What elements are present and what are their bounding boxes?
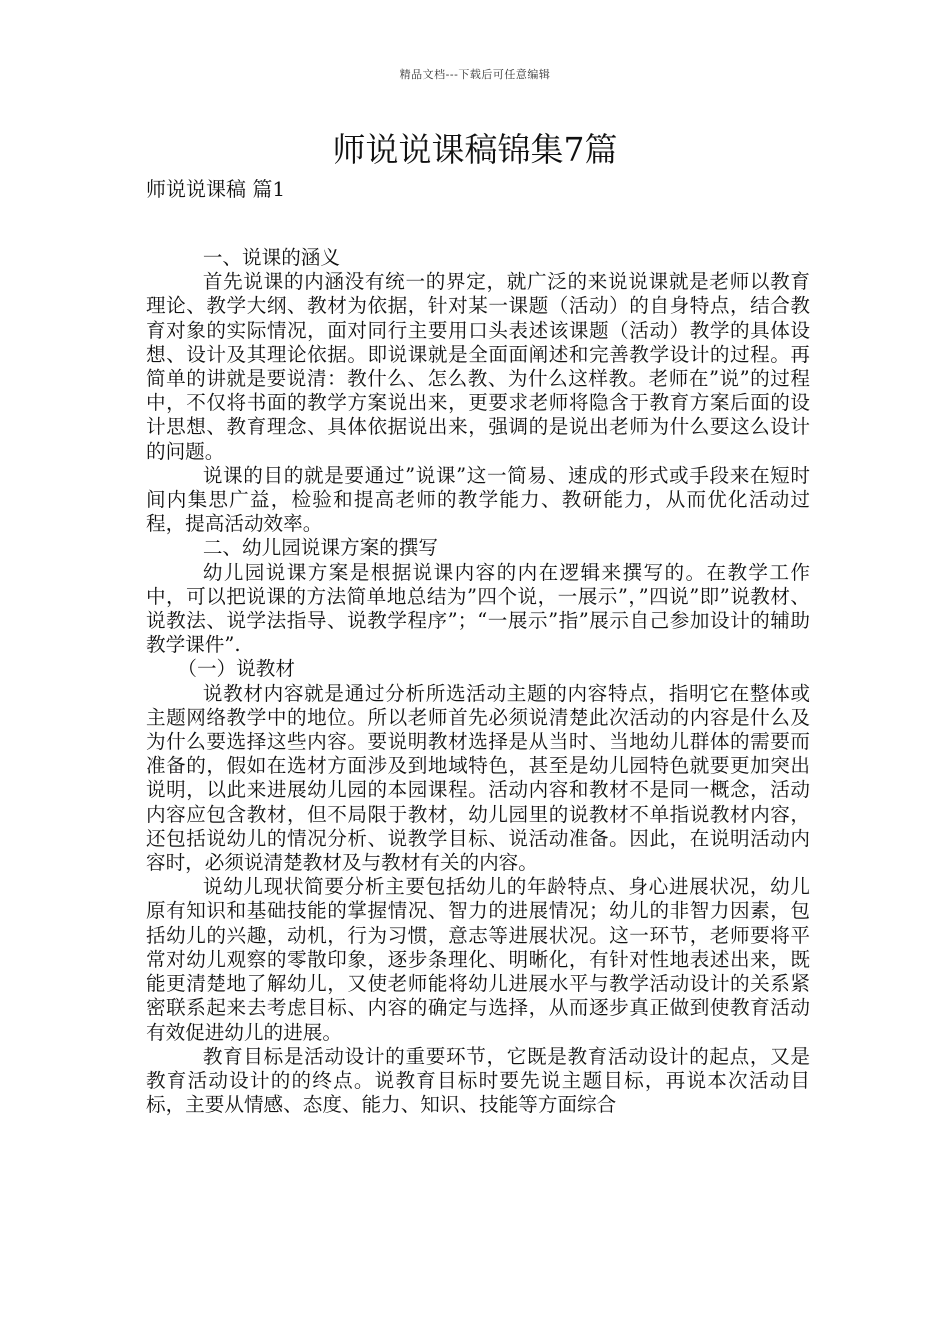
paragraph: 说课的目的就是要通过”说课”这一简易、速成的形式或手段来在短时间内集思广益，检验和提高老师的教学能力、教研能力，从而优化活动过程，提高活动效率。 bbox=[146, 463, 810, 536]
section-heading-2: 二、幼儿园说课方案的撰写 bbox=[202, 536, 438, 560]
paragraph: 说教材内容就是通过分析所选活动主题的内容特点，指明它在整体或主题网络教学中的地位。所以老师首先必须说清楚此次活动的内容是什么及为什么要选择这些内容。要说明教材选择是从当时、当地幼儿群体的需要而准备的，假如在选材方面涉及到地域特色，甚至是幼儿园特色就要更加突出说明，以此来进展幼儿园的本园课程。活动内容和教材不是同一概念，活动内容应包含教材，但不局限于教材，幼儿园里的说教材不单指说教材内容，还包括说幼儿的情况分析、说教学目标、说活动准备。因此，在说明活动内容时，必须说清楚教材及与教材有关的内容。 bbox=[146, 681, 810, 875]
paragraph: 说幼儿现状简要分析主要包括幼儿的年龄特点、身心进展状况，幼儿原有知识和基础技能的掌握情况、智力的进展情况；幼儿的非智力因素，包括幼儿的兴趣，动机，行为习惯，意志等进展状况。这一环节，老师要将平常对幼儿观察的零散印象，逐步条理化、明晰化，有针对性地表述出来，既能更清楚地了解幼儿，又使老师能将幼儿进展水平与教学活动设计的关系紧密联系起来去考虑目标、内容的确定与选择，从而逐步真正做到使教育活动有效促进幼儿的进展。 bbox=[146, 875, 810, 1044]
subsection-heading: （一）说教材 bbox=[177, 657, 295, 681]
paragraph: 幼儿园说课方案是根据说课内容的内在逻辑来撰写的。在教学工作中，可以把说课的方法简单地总结为”四个说，一展示”，”四说”即”说教材、说教法、说学法指导、说教学程序”；“一展示”指”展示自己参加设计的辅助教学课件”. bbox=[146, 560, 810, 657]
paragraph: 教育目标是活动设计的重要环节，它既是教育活动设计的起点，又是教育活动设计的的终点。说教育目标时要先说主题目标，再说本次活动目标，主要从情感、态度、能力、知识、技能等方面综合 bbox=[146, 1044, 810, 1117]
page-title: 师说说课稿锦集7篇 bbox=[332, 130, 618, 169]
document-body bbox=[146, 246, 810, 1117]
paragraph: 首先说课的内涵没有统一的界定，就广泛的来说说课就是老师以教育理论、教学大纲、教材为依据，针对某一课题（活动）的自身特点，结合教育对象的实际情况，面对同行主要用口头表述该课题（活动）教学的具体设想、设计及其理论依据。即说课就是全面面阐述和完善教学设计的过程。再简单的讲就是要说清：教什么、怎么教、为什么这样教。老师在”说”的过程中，不仅将书面的教学方案说出来，更要求老师将隐含于教育方案后面的设计思想、教育理念、具体依据说出来，强调的是说出老师为什么要这么设计的问题。 bbox=[146, 270, 810, 463]
header-note: 精品文档---下载后可任意编辑 bbox=[399, 68, 551, 81]
section-heading-1: 一、说课的涵义 bbox=[202, 246, 340, 269]
section-subtitle: 师说说课稿 篇1 bbox=[146, 177, 286, 201]
